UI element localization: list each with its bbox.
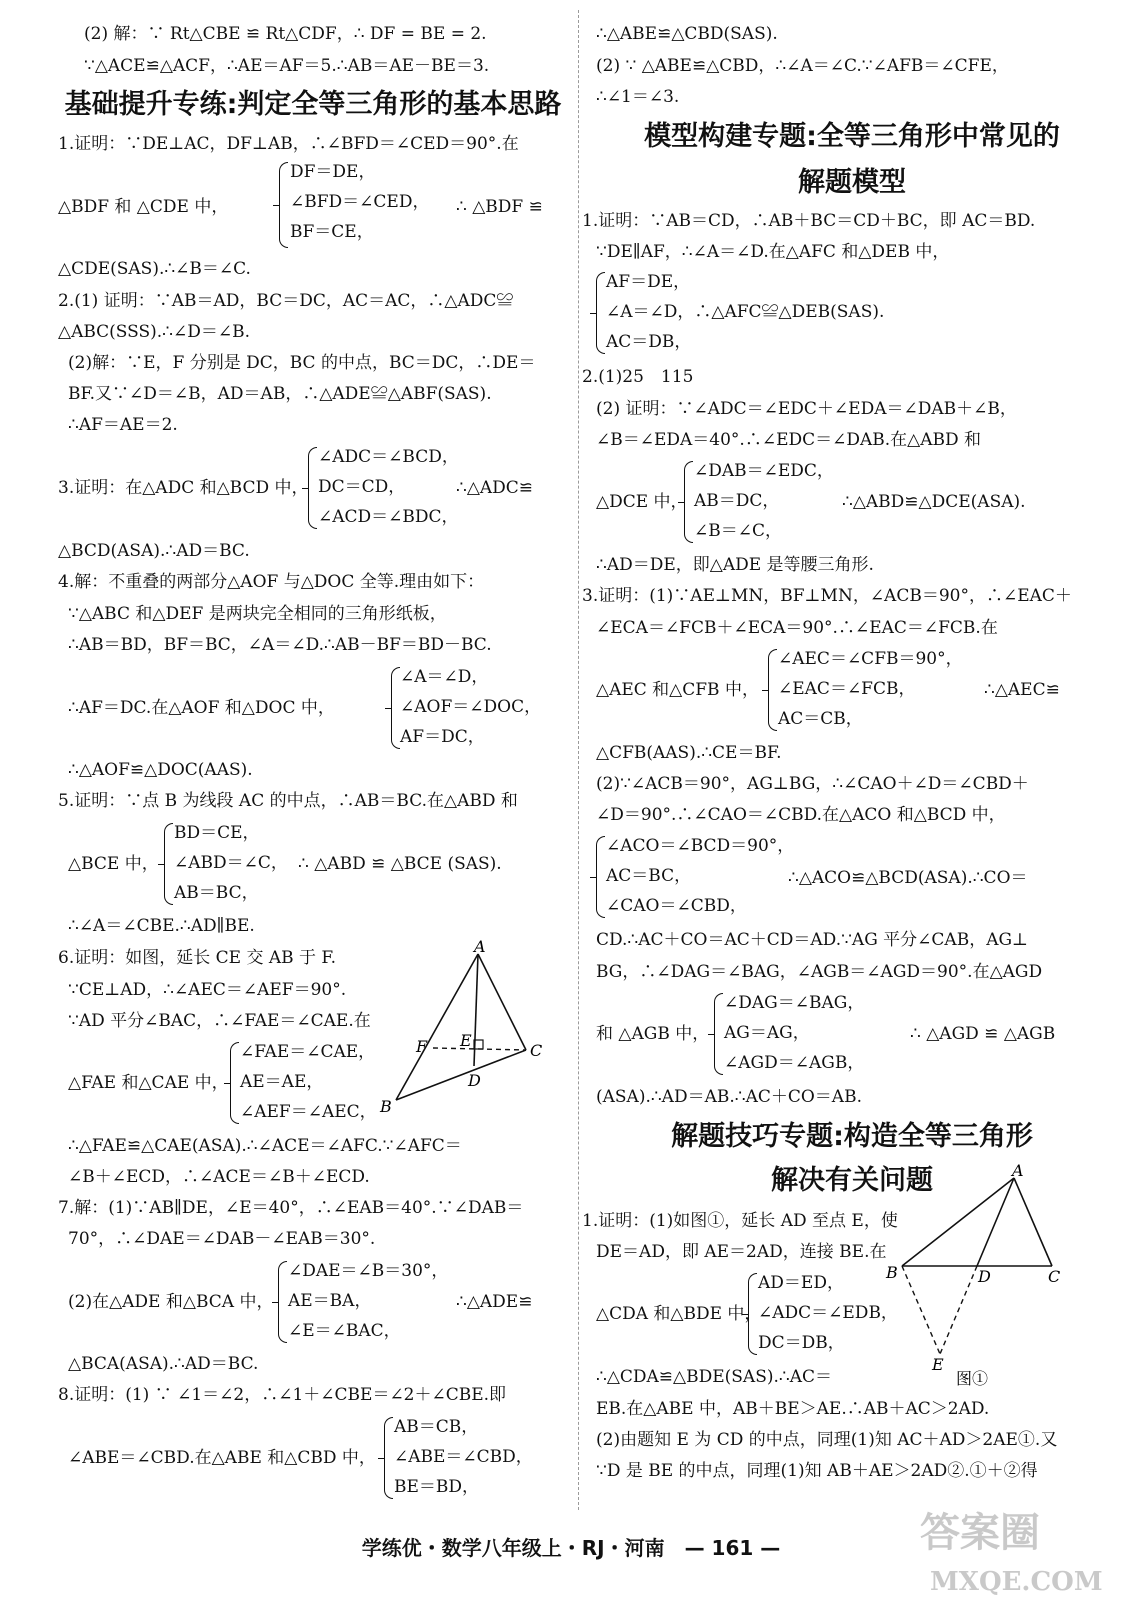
equation-system (174, 822, 288, 904)
text-line: 2.(1) 证明：∵AB＝AD，BC＝DC，AC＝AC，∴△ADC≌ (58, 291, 514, 311)
text-line: 3.证明：(1)∵AE⊥MN，BF⊥MN，∠ACB＝90°，∴∠EAC＋ (582, 586, 1072, 606)
system-line: AB＝DC， (694, 491, 780, 511)
text-line: ∴ △AGD ≌ △AGB (910, 1024, 1056, 1044)
text-line: ∴∠1＝∠3. (596, 87, 680, 107)
vertex-label: C (1048, 1267, 1061, 1286)
figure-dashed-line (940, 1266, 977, 1354)
text-line: ∴AF＝DC.在△AOF 和△DOC 中， (68, 698, 335, 718)
text-line: (2) 解：∵ Rt△CBE ≌ Rt△CDF，∴ DF = BE = 2. (84, 24, 487, 44)
figure-edge (478, 954, 526, 1050)
system-line: ∠AEF＝∠AEC， (240, 1102, 377, 1122)
text-line: ∴△ABD≌△DCE(ASA). (842, 492, 1026, 512)
text-line: △BCA(ASA).∴AD＝BC. (68, 1354, 259, 1374)
system-line: ∠AOF＝∠DOC， (400, 697, 542, 717)
text-line: △CDA 和△BDE 中， (596, 1304, 762, 1324)
text-line: △FAE 和△CAE 中， (68, 1073, 229, 1093)
figure-edge (902, 1178, 1014, 1266)
figure-edge (396, 1050, 526, 1100)
vertex-label: E (460, 1031, 472, 1050)
brace (596, 272, 605, 354)
text-line: ∴ △BDF ≌ (456, 197, 543, 217)
vertex-label: D (978, 1267, 991, 1286)
system-line: AC＝CB， (778, 709, 863, 729)
brace (714, 993, 723, 1075)
equation-system (724, 992, 864, 1074)
text-line: (2) 证明：∵∠ADC＝∠EDC＋∠EDA＝∠DAB＋∠B， (596, 399, 1017, 419)
column-divider (578, 10, 579, 1510)
system-line: ∠ABE＝∠CBD， (394, 1447, 533, 1467)
equation-system (288, 1260, 448, 1342)
system-line: AB＝CB， (394, 1417, 479, 1437)
system-line: AG＝AG， (724, 1023, 810, 1043)
system-line: BF＝CE， (290, 222, 374, 242)
vertex-label: B (380, 1097, 392, 1116)
text-line: ∴△AOF≌△DOC(AAS). (68, 760, 253, 780)
text-line: (ASA).∴AD＝AB.∴AC＋CO＝AB. (596, 1087, 862, 1107)
text-line: 1.证明：∵AB＝CD，∴AB＋BC＝CD＋BC，即 AC＝BD. (582, 211, 1036, 231)
text-line: ∴△AEC≌ (984, 680, 1060, 700)
system-line: ∠FAE＝∠CAE， (240, 1042, 376, 1062)
brace (384, 1417, 393, 1499)
text-line: DE＝AD，即 AE＝2AD，连接 BE.在 (596, 1242, 887, 1262)
text-line: (2) ∵ △ABE≌△CBD，∴∠A＝∠C.∵∠AFB＝∠CFE， (596, 56, 1009, 76)
text-line: 1.证明：(1)如图①，延长 AD 至点 E，使 (582, 1211, 898, 1231)
system-line: ∠DAE＝∠B＝30°， (288, 1261, 449, 1281)
figure-edge (396, 954, 478, 1100)
vertex-label: D (468, 1071, 481, 1090)
system-line: AC＝BC， (606, 866, 692, 886)
system-line: ∠AGD＝∠AGB， (724, 1053, 865, 1073)
equation-system (400, 666, 541, 748)
text-line: ∵△ACE≌△ACF，∴AE＝AF＝5.∴AB＝AE－BE＝3. (84, 56, 490, 76)
vertex-label: F (416, 1037, 428, 1056)
system-line: ∠EAC＝∠FCB， (778, 679, 916, 699)
system-line: ∠CAO＝∠CBD， (606, 896, 747, 916)
text-line: 和 △AGB 中， (596, 1024, 710, 1044)
system-line: AE＝AE， (240, 1072, 324, 1092)
equation-system (394, 1416, 533, 1498)
equation-system (778, 648, 963, 730)
equation-system (758, 1272, 898, 1354)
section-heading-technique: 解题技巧专题:构造全等三角形 (671, 1121, 1033, 1152)
equation-system (606, 835, 794, 917)
section-heading-basic: 基础提升专练:判定全等三角形的基本思路 (64, 89, 562, 120)
triangle-figure-6 (378, 940, 578, 1120)
text-line: (2)∵∠ACB＝90°，AG⊥BG，∴∠CAO＋∠D＝∠CBD＋ (596, 774, 1029, 794)
text-line: ∠ABE＝∠CBD.在△ABE 和△CBD 中， (68, 1448, 376, 1468)
text-line: 70°，∴∠DAE＝∠DAB－∠EAB＝30°. (68, 1229, 376, 1249)
text-line: 8.证明：(1) ∵ ∠1＝∠2，∴∠1＋∠CBE＝∠2＋∠CBE.即 (58, 1385, 507, 1405)
text-line: (2)解：∵E，F 分别是 DC，BC 的中点，BC＝DC，∴DE＝ (68, 353, 536, 373)
brace (278, 1261, 287, 1343)
system-line: ∠E＝∠BAC， (288, 1321, 401, 1341)
brace (391, 667, 400, 749)
text-line: ∴△CDA≌△BDE(SAS).∴AC＝ (596, 1367, 832, 1387)
section-heading-technique-sub: 解决有关问题 (771, 1165, 933, 1196)
text-line: ∵AD 平分∠BAC，∴∠FAE＝∠CAE.在 (68, 1011, 371, 1031)
text-line: ∴∠A＝∠CBE.∴AD∥BE. (68, 916, 255, 936)
system-line: DC＝CD， (318, 477, 406, 497)
system-line: BD＝CE， (174, 823, 260, 843)
text-line: 1.证明：∵DE⊥AC，DF⊥AB，∴∠BFD＝∠CED＝90°.在 (58, 134, 519, 154)
text-line: ∴AB＝BD，BF＝BC，∠A＝∠D.∴AB－BF＝BD－BC. (68, 635, 492, 655)
system-line: DF＝DE， (290, 162, 376, 182)
vertex-label: B (886, 1263, 898, 1282)
figure-edge (977, 1178, 1014, 1266)
text-line: ∴△ADE≌ (456, 1292, 533, 1312)
text-line: ∴△FAE≌△CAE(ASA).∴∠ACE＝∠AFC.∵∠AFC＝ (68, 1136, 462, 1156)
system-line: ∠DAG＝∠BAG， (724, 993, 865, 1013)
text-line: 7.解：(1)∵AB∥DE，∠E＝40°，∴∠EAB＝40°.∵∠DAB＝ (58, 1198, 524, 1218)
system-line: AF＝DE， (606, 272, 691, 292)
section-heading-model-sub: 解题模型 (798, 167, 906, 198)
system-line: ∠DAB＝∠EDC， (694, 461, 834, 481)
system-line: ∠ACD＝∠BDC， (318, 507, 459, 527)
text-line: ∵D 是 BE 的中点，同理(1)知 AB＋AE＞2AD②.①＋②得 (596, 1461, 1038, 1481)
equation-system (318, 446, 459, 528)
system-line: ∠AEC＝∠CFB＝90°， (778, 649, 963, 669)
text-line: ∵DE∥AF，∴∠A＝∠D.在△AFC 和△DEB 中， (596, 242, 950, 262)
watermark-text: 答案圈 (920, 1509, 1040, 1556)
text-line: ∴△ADC≌ (456, 478, 534, 498)
brace (768, 649, 777, 731)
text-line: ∴△ABE≌△CBD(SAS). (596, 24, 778, 44)
vertex-label: C (530, 1041, 543, 1060)
text-line: △CDE(SAS).∴∠B＝∠C. (58, 259, 251, 279)
watermark-logo (900, 1500, 1130, 1600)
vertex-label: E (932, 1355, 944, 1374)
text-line: 3.证明：在△ADC 和△BCD 中， (58, 478, 309, 498)
text-line: △DCE 中， (596, 492, 688, 512)
system-line: AE＝BA， (288, 1291, 372, 1311)
equation-system (606, 271, 884, 353)
text-line: 4.解：不重叠的两部分△AOF 与△DOC 全等.理由如下： (58, 572, 485, 592)
figure-edge (1014, 1178, 1052, 1266)
system-line: ∠ACO＝∠BCD＝90°， (606, 836, 795, 856)
system-line: ∠A＝∠D， (400, 667, 489, 687)
text-line: EB.在△ABE 中，AB＋BE＞AE.∴AB＋AC＞2AD. (596, 1399, 990, 1419)
equation-system (694, 460, 834, 542)
system-line: AB＝BC， (174, 883, 259, 903)
section-heading-model: 模型构建专题:全等三角形中常见的 (644, 121, 1060, 152)
equation-system (290, 161, 429, 243)
brace (596, 836, 605, 918)
brace (308, 447, 317, 529)
text-line: ∴AF＝AE＝2. (68, 415, 178, 435)
text-line: BF.又∵∠D＝∠B，AD＝AB，∴△ADE≌△ABF(SAS). (68, 384, 492, 404)
text-line: △BDF 和 △CDE 中， (58, 197, 229, 217)
text-line: ∠B＝∠EDA＝40°.∴∠EDC＝∠DAB.在△ABD 和 (596, 430, 982, 450)
text-line: ∵△ABC 和△DEF 是两块完全相同的三角形纸板， (68, 604, 447, 624)
text-line: ∠ECA＝∠FCB＋∠ECA＝90°.∴∠EAC＝∠FCB.在 (596, 618, 998, 638)
text-line: △BCE 中， (68, 854, 159, 874)
text-line: △ABC(SSS).∴∠D＝∠B. (58, 322, 251, 342)
text-line: △AEC 和△CFB 中， (596, 680, 759, 700)
vertex-label: A (474, 940, 486, 956)
text-line: △CFB(AAS).∴CE＝BF. (596, 743, 782, 763)
text-line: 6.证明：如图，延长 CE 交 AB 于 F. (58, 948, 336, 968)
brace (164, 823, 173, 905)
text-line: ∴ △ABD ≌ △BCE (SAS). (298, 854, 502, 874)
text-line: CD.∴AC＋CO＝AC＋CD＝AD.∵AG 平分∠CAB，AG⊥ (596, 930, 1029, 950)
text-line: 2.(1)25 115 (582, 367, 694, 387)
system-line: BE＝BD， (394, 1477, 480, 1497)
text-line: ∠D＝90°.∴∠CAO＝∠CBD.在△ACO 和△BCD 中， (596, 805, 1006, 825)
system-line: AF＝DC， (400, 727, 485, 747)
system-line: DC＝DB， (758, 1333, 845, 1353)
brace (279, 162, 288, 248)
text-line: (2)由题知 E 为 CD 的中点，同理(1)知 AC＋AD＞2AE①.又 (596, 1430, 1058, 1450)
text-line: ∴△ACO≌△BCD(ASA).∴CO＝ (788, 868, 1028, 888)
system-line: ∠A＝∠D，∴△AFC≌△DEB(SAS). (606, 302, 885, 322)
text-line: ∠B＋∠ECD，∴∠ACE＝∠B＋∠ECD. (68, 1167, 370, 1187)
text-line: BG，∴∠DAG＝∠BAG，∠AGB＝∠AGD＝90°.在△AGD (596, 962, 1043, 982)
vertex-label: A (1012, 1161, 1024, 1180)
figure-dashed-line (902, 1266, 940, 1354)
watermark-url: MXQE.COM (930, 1567, 1103, 1597)
brace (230, 1042, 239, 1124)
system-line: AD＝ED， (758, 1273, 844, 1293)
system-line: ∠B＝∠C， (694, 521, 782, 541)
text-line: ∵CE⊥AD，∴∠AEC＝∠AEF＝90°. (68, 980, 347, 1000)
equation-system (240, 1041, 377, 1123)
page-footer: 学练优・数学八年级上・RJ・河南 — 161 — (361, 1536, 781, 1560)
text-line: 5.证明：∵点 B 为线段 AC 的中点，∴AB＝BC.在△ABD 和 (58, 791, 518, 811)
system-line: ∠ADC＝∠EDB， (758, 1303, 898, 1323)
system-line: AC＝DB， (606, 332, 692, 352)
figure-caption: 图① (956, 1369, 989, 1388)
triangle-figure-1 (884, 1158, 1070, 1398)
text-line: ∴AD＝DE，即△ADE 是等腰三角形. (596, 555, 874, 575)
system-line: ∠ADC＝∠BCD， (318, 447, 459, 467)
brace (748, 1273, 757, 1355)
text-line: △BCD(ASA).∴AD＝BC. (58, 541, 250, 561)
system-line: ∠BFD＝∠CED， (290, 192, 430, 212)
system-line: ∠ABD＝∠C， (174, 853, 288, 873)
text-line: (2)在△ADE 和△BCA 中， (68, 1292, 274, 1312)
brace (684, 461, 693, 543)
